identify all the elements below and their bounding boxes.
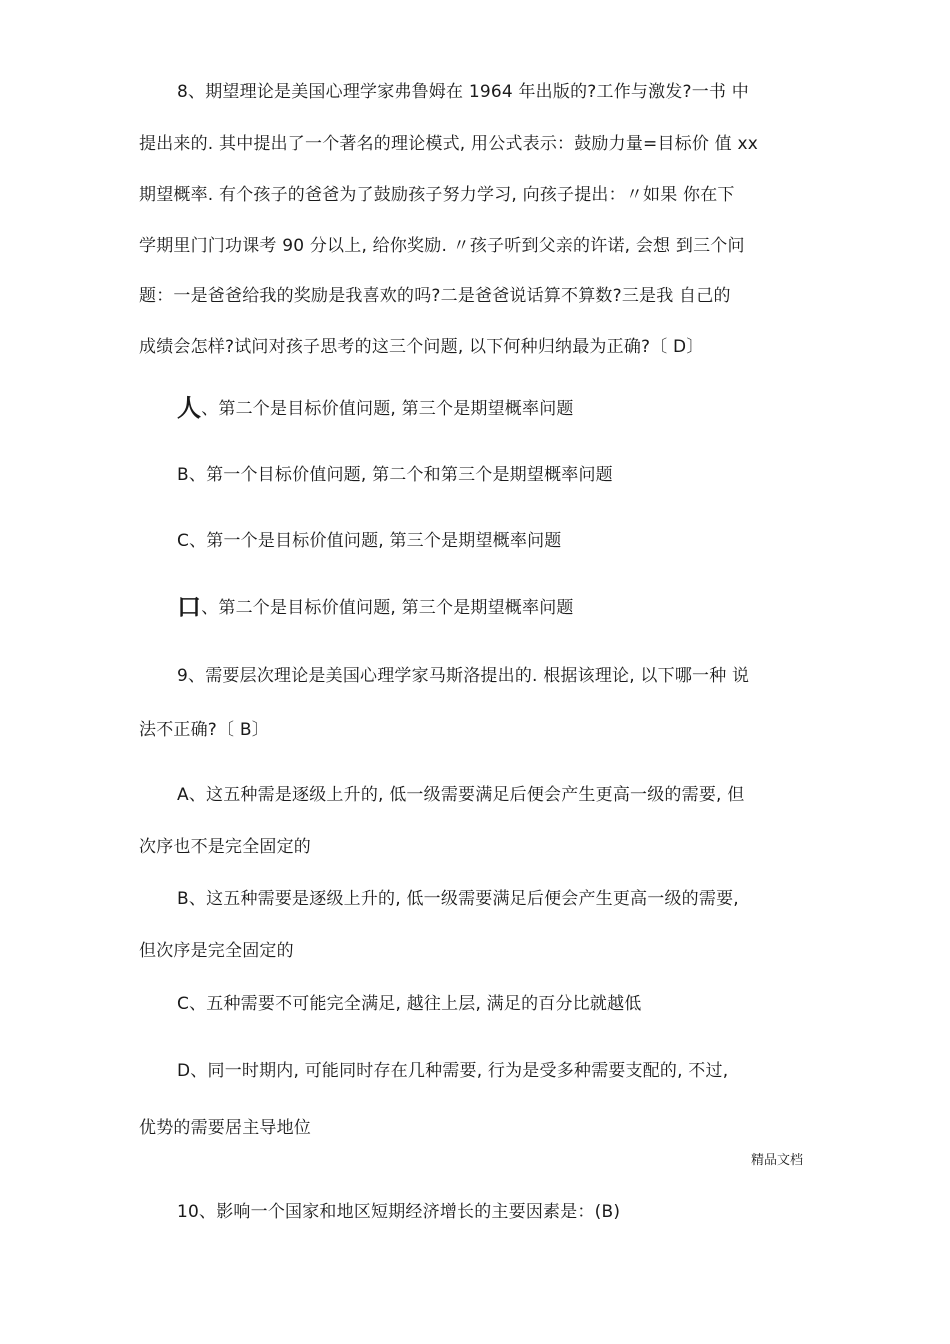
q9-option-c-line-1: C、五种需要不可能完全满足, 越往上层, 满足的百分比就越低	[177, 994, 642, 1014]
q10-line-1: 10、影响一个国家和地区短期经济增长的主要因素是：(B)	[177, 1202, 621, 1222]
q8-option-b	[177, 464, 857, 486]
q8-line-1: 8、期望理论是美国心理学家弗鲁姆在 1964 年出版的?工作与激发?一书 中	[177, 82, 749, 102]
q9-line-1: 9、需要层次理论是美国心理学家马斯洛提出的. 根据该理论, 以下哪一种 说	[177, 666, 750, 686]
footer-mark: 精品文档	[751, 1153, 804, 1168]
q8-option-b-prefix: B	[177, 465, 189, 485]
q8-line-4: 学期里门门功课考 90 分以上, 给你奖励. 〃孩子听到父亲的许诺, 会想 到三个问	[139, 236, 745, 256]
q8-line-2: 提出来的. 其中提出了一个著名的理论模式, 用公式表示：鼓励力量=目标价 值 xx	[139, 134, 758, 154]
q8-option-a-prefix: 人	[177, 394, 202, 422]
q8-option-c-prefix: C	[177, 531, 190, 551]
q8-option-d-text: 、第二个是目标价值问题, 第三个是期望概率问题	[201, 598, 574, 618]
q9-option-a-line-1: A、这五种需是逐级上升的, 低一级需要满足后便会产生更高一级的需要, 但	[177, 785, 745, 805]
q8-line-5: 题：一是爸爸给我的奖励是我喜欢的吗?二是爸爸说话算不算数?三是我 自己的	[139, 286, 731, 306]
q8-option-c-text: 、第一个是目标价值问题, 第三个是期望概率问题	[189, 531, 562, 551]
q8-option-a-text: 、第二个是目标价值问题, 第三个是期望概率问题	[201, 399, 574, 419]
q9-option-b-line-2: 但次序是完全固定的	[139, 941, 294, 961]
q8-option-c	[177, 530, 857, 552]
q9-option-b-line-1: B、这五种需要是逐级上升的, 低一级需要满足后便会产生更高一级的需要,	[177, 889, 739, 909]
q8-line-3: 期望概率. 有个孩子的爸爸为了鼓励孩子努力学习, 向孩子提出：〃如果 你在下	[139, 185, 735, 205]
q9-option-d-line-1: D、同一时期内, 可能同时存在几种需要, 行为是受多种需要支配的, 不过,	[177, 1061, 729, 1081]
q8-option-b-text: 、第一个目标价值问题, 第二个和第三个是期望概率问题	[188, 465, 613, 485]
q9-line-2: 法不正确?〔 B〕	[139, 720, 269, 740]
q9-option-a-line-2: 次序也不是完全固定的	[139, 837, 311, 857]
q8-line-6: 成绩会怎样?试问对孩子思考的这三个问题, 以下何种归纳最为正确?〔 D〕	[139, 337, 704, 357]
q8-option-a	[177, 394, 857, 422]
q8-option-d	[177, 593, 857, 621]
q9-option-d-line-2: 优势的需要居主导地位	[139, 1118, 311, 1138]
q8-option-d-prefix: 口	[177, 593, 202, 621]
